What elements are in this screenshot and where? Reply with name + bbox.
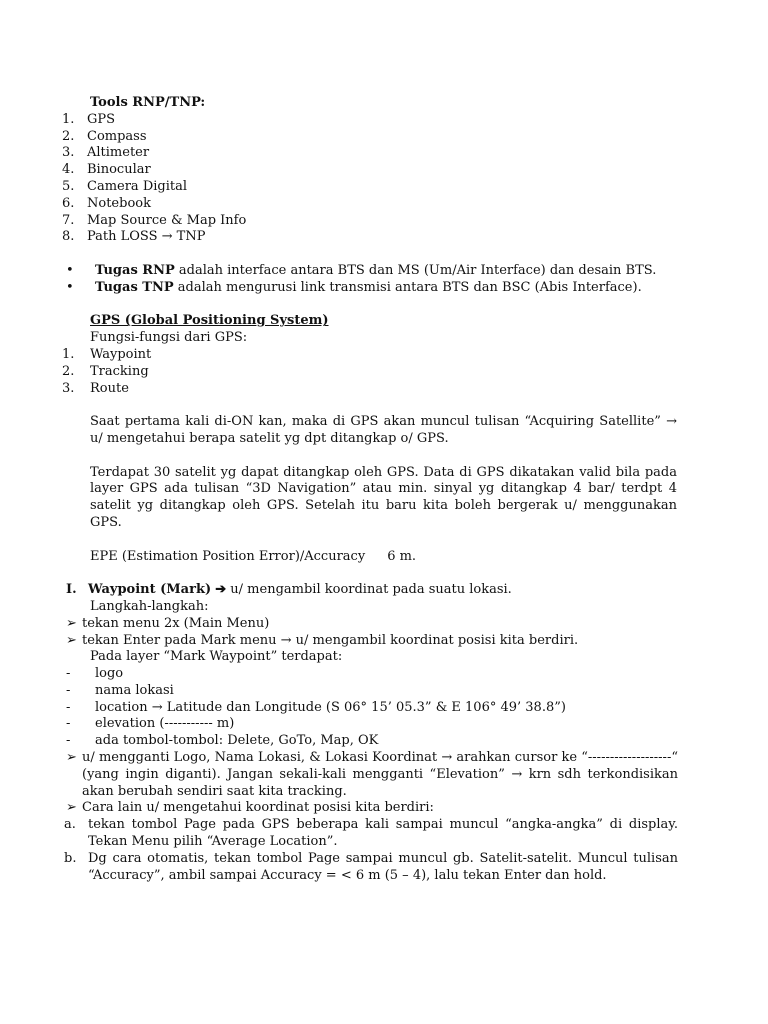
item-text: Camera Digital	[87, 178, 188, 194]
waypoint-title-rest: u/ mengambil koordinat pada suatu lokasi.	[226, 582, 512, 598]
mark-waypoint-item	[0, 666, 768, 683]
arrowhead-bullet-icon: ➢	[66, 615, 77, 631]
tools-list-item	[0, 145, 768, 162]
mark-waypoint-list	[0, 666, 768, 750]
arrow-icon: ➔	[215, 582, 227, 598]
other-way-list	[0, 817, 768, 884]
epe-line	[0, 549, 768, 566]
document-page	[0, 95, 768, 884]
mark-waypoint-text: logo	[95, 666, 124, 682]
waypoint-heading	[0, 582, 768, 599]
item-number: 1.	[62, 111, 75, 127]
bullet-icon: •	[66, 279, 74, 295]
mark-waypoint-text: nama lokasi	[95, 682, 174, 698]
mark-waypoint-item	[0, 733, 768, 750]
tools-list-item	[0, 229, 768, 246]
gps-function-item	[0, 381, 768, 398]
gps-paragraph-satellites: Terdapat 30 satelit yg dapat ditangkap oleh GPS. Data di GPS dikatakan valid bila pada layer GPS ada tulisan “3D Navigation” atau min. sinyal yg ditangkap 4 bar/ terdpt 4 satelit yg ditangkap oleh GPS. Setelah itu baru kita boleh bergerak u/ menggunakan GPS.	[90, 464, 677, 530]
alpha-letter: a.	[64, 817, 76, 833]
tools-list	[0, 112, 768, 246]
mark-waypoint-item	[0, 716, 768, 733]
item-number: 6.	[62, 195, 75, 211]
alpha-letter: b.	[64, 850, 77, 866]
arrowhead-bullet-icon: ➢	[66, 800, 77, 816]
item-number: 3.	[62, 145, 75, 161]
item-number: 2.	[62, 363, 75, 379]
gps-function-item	[0, 347, 768, 364]
tools-list-item	[0, 112, 768, 129]
mark-waypoint-item	[0, 700, 768, 717]
item-number: 4.	[62, 162, 75, 178]
tools-list-item	[0, 179, 768, 196]
arrowhead-bullet-icon: ➢	[66, 632, 77, 648]
dash-bullet: -	[66, 733, 71, 749]
dash-bullet: -	[66, 682, 71, 698]
item-text: Binocular	[87, 162, 151, 178]
other-way-text: Cara lain u/ mengetahui koordinat posisi kita berdiri:	[82, 800, 434, 816]
item-text: Compass	[87, 128, 147, 144]
alpha-item	[0, 817, 768, 851]
alpha-text: tekan tombol Page pada GPS beberapa kali sampai muncul “angka-angka” di display. Tekan Menu pilih “Average Location”.	[88, 817, 678, 850]
tugas-description: adalah mengurusi link transmisi antara BTS dan BSC (Abis Interface).	[173, 279, 642, 295]
arrowhead-bullet-icon: ➢	[66, 750, 77, 766]
mark-waypoint-label: Pada layer “Mark Waypoint” terdapat:	[90, 649, 343, 665]
tugas-term: Tugas TNP	[95, 279, 174, 295]
gps-functions-list	[0, 347, 768, 397]
dash-bullet: -	[66, 666, 71, 682]
change-note	[0, 750, 768, 800]
tugas-list	[0, 263, 768, 297]
item-text: Notebook	[87, 195, 151, 211]
item-text: Altimeter	[87, 145, 150, 161]
step-item	[0, 616, 768, 633]
step-text: tekan Enter pada Mark menu → u/ mengambil koordinat posisi kita berdiri.	[82, 632, 579, 648]
dash-bullet: -	[66, 716, 71, 732]
tools-list-item	[0, 162, 768, 179]
change-note-text: u/ mengganti Logo, Nama Lokasi, & Lokasi Koordinat → arahkan cursor ke “-------------------“ (yang ingin diganti). Jangan sekali-kali mengganti “Elevation” → krn sdh terkondisikan akan berubah sendiri saat kita tracking.	[82, 750, 678, 799]
item-number: 1.	[62, 346, 75, 362]
tools-list-item	[0, 196, 768, 213]
steps-label: Langkah-langkah:	[90, 598, 209, 614]
gps-heading: GPS (Global Positioning System)	[90, 313, 329, 329]
alpha-text: Dg cara otomatis, tekan tombol Page sampai muncul gb. Satelit-satelit. Muncul tulisan “Accuracy”, ambil sampai Accuracy = < 6 m (5 – 4), lalu tekan Enter dan hold.	[88, 850, 678, 883]
step-item	[0, 633, 768, 650]
item-number: 8.	[62, 229, 75, 245]
steps-list	[0, 616, 768, 650]
gps-paragraph-acquiring: Saat pertama kali di-ON kan, maka di GPS akan muncul tulisan “Acquiring Satellite” → u/ mengetahui berapa satelit yg dpt ditangkap o/ GPS.	[90, 414, 677, 446]
mark-waypoint-text: elevation (----------- m)	[95, 716, 235, 732]
item-number: 5.	[62, 178, 75, 194]
bullet-icon: •	[66, 262, 74, 278]
alpha-item	[0, 851, 768, 885]
tugas-text	[95, 280, 642, 297]
waypoint-numeral: I.	[66, 582, 77, 598]
item-text: Path LOSS → TNP	[87, 229, 206, 245]
tugas-item	[0, 280, 768, 297]
item-number: 7.	[62, 212, 75, 228]
item-text: GPS	[87, 111, 116, 127]
mark-waypoint-text: location → Latitude dan Longitude (S 06° 15’ 05.3” & E 106° 49’ 38.8”)	[95, 699, 566, 715]
item-number: 3.	[62, 380, 75, 396]
tugas-term: Tugas RNP	[95, 262, 175, 278]
tugas-text	[95, 263, 656, 280]
other-way-line	[0, 800, 768, 817]
item-number: 2.	[62, 128, 75, 144]
waypoint-title: Waypoint (Mark)	[88, 582, 212, 598]
item-text: Route	[90, 380, 129, 396]
tools-heading: Tools RNP/TNP:	[90, 95, 206, 110]
epe-value: 6 m.	[387, 548, 417, 564]
item-text: Tracking	[90, 363, 149, 379]
step-text: tekan menu 2x (Main Menu)	[82, 615, 270, 631]
mark-waypoint-text: ada tombol-tombol: Delete, GoTo, Map, OK	[95, 733, 379, 749]
tugas-item	[0, 263, 768, 280]
dash-bullet: -	[66, 699, 71, 715]
item-text: Map Source & Map Info	[87, 212, 247, 228]
gps-function-item	[0, 364, 768, 381]
mark-waypoint-item	[0, 683, 768, 700]
gps-intro: Fungsi-fungsi dari GPS:	[90, 330, 248, 346]
tools-list-item	[0, 213, 768, 230]
item-text: Waypoint	[90, 346, 152, 362]
epe-label: EPE (Estimation Position Error)/Accuracy	[90, 548, 366, 564]
tools-list-item	[0, 129, 768, 146]
tugas-description: adalah interface antara BTS dan MS (Um/Air Interface) dan desain BTS.	[174, 262, 657, 278]
